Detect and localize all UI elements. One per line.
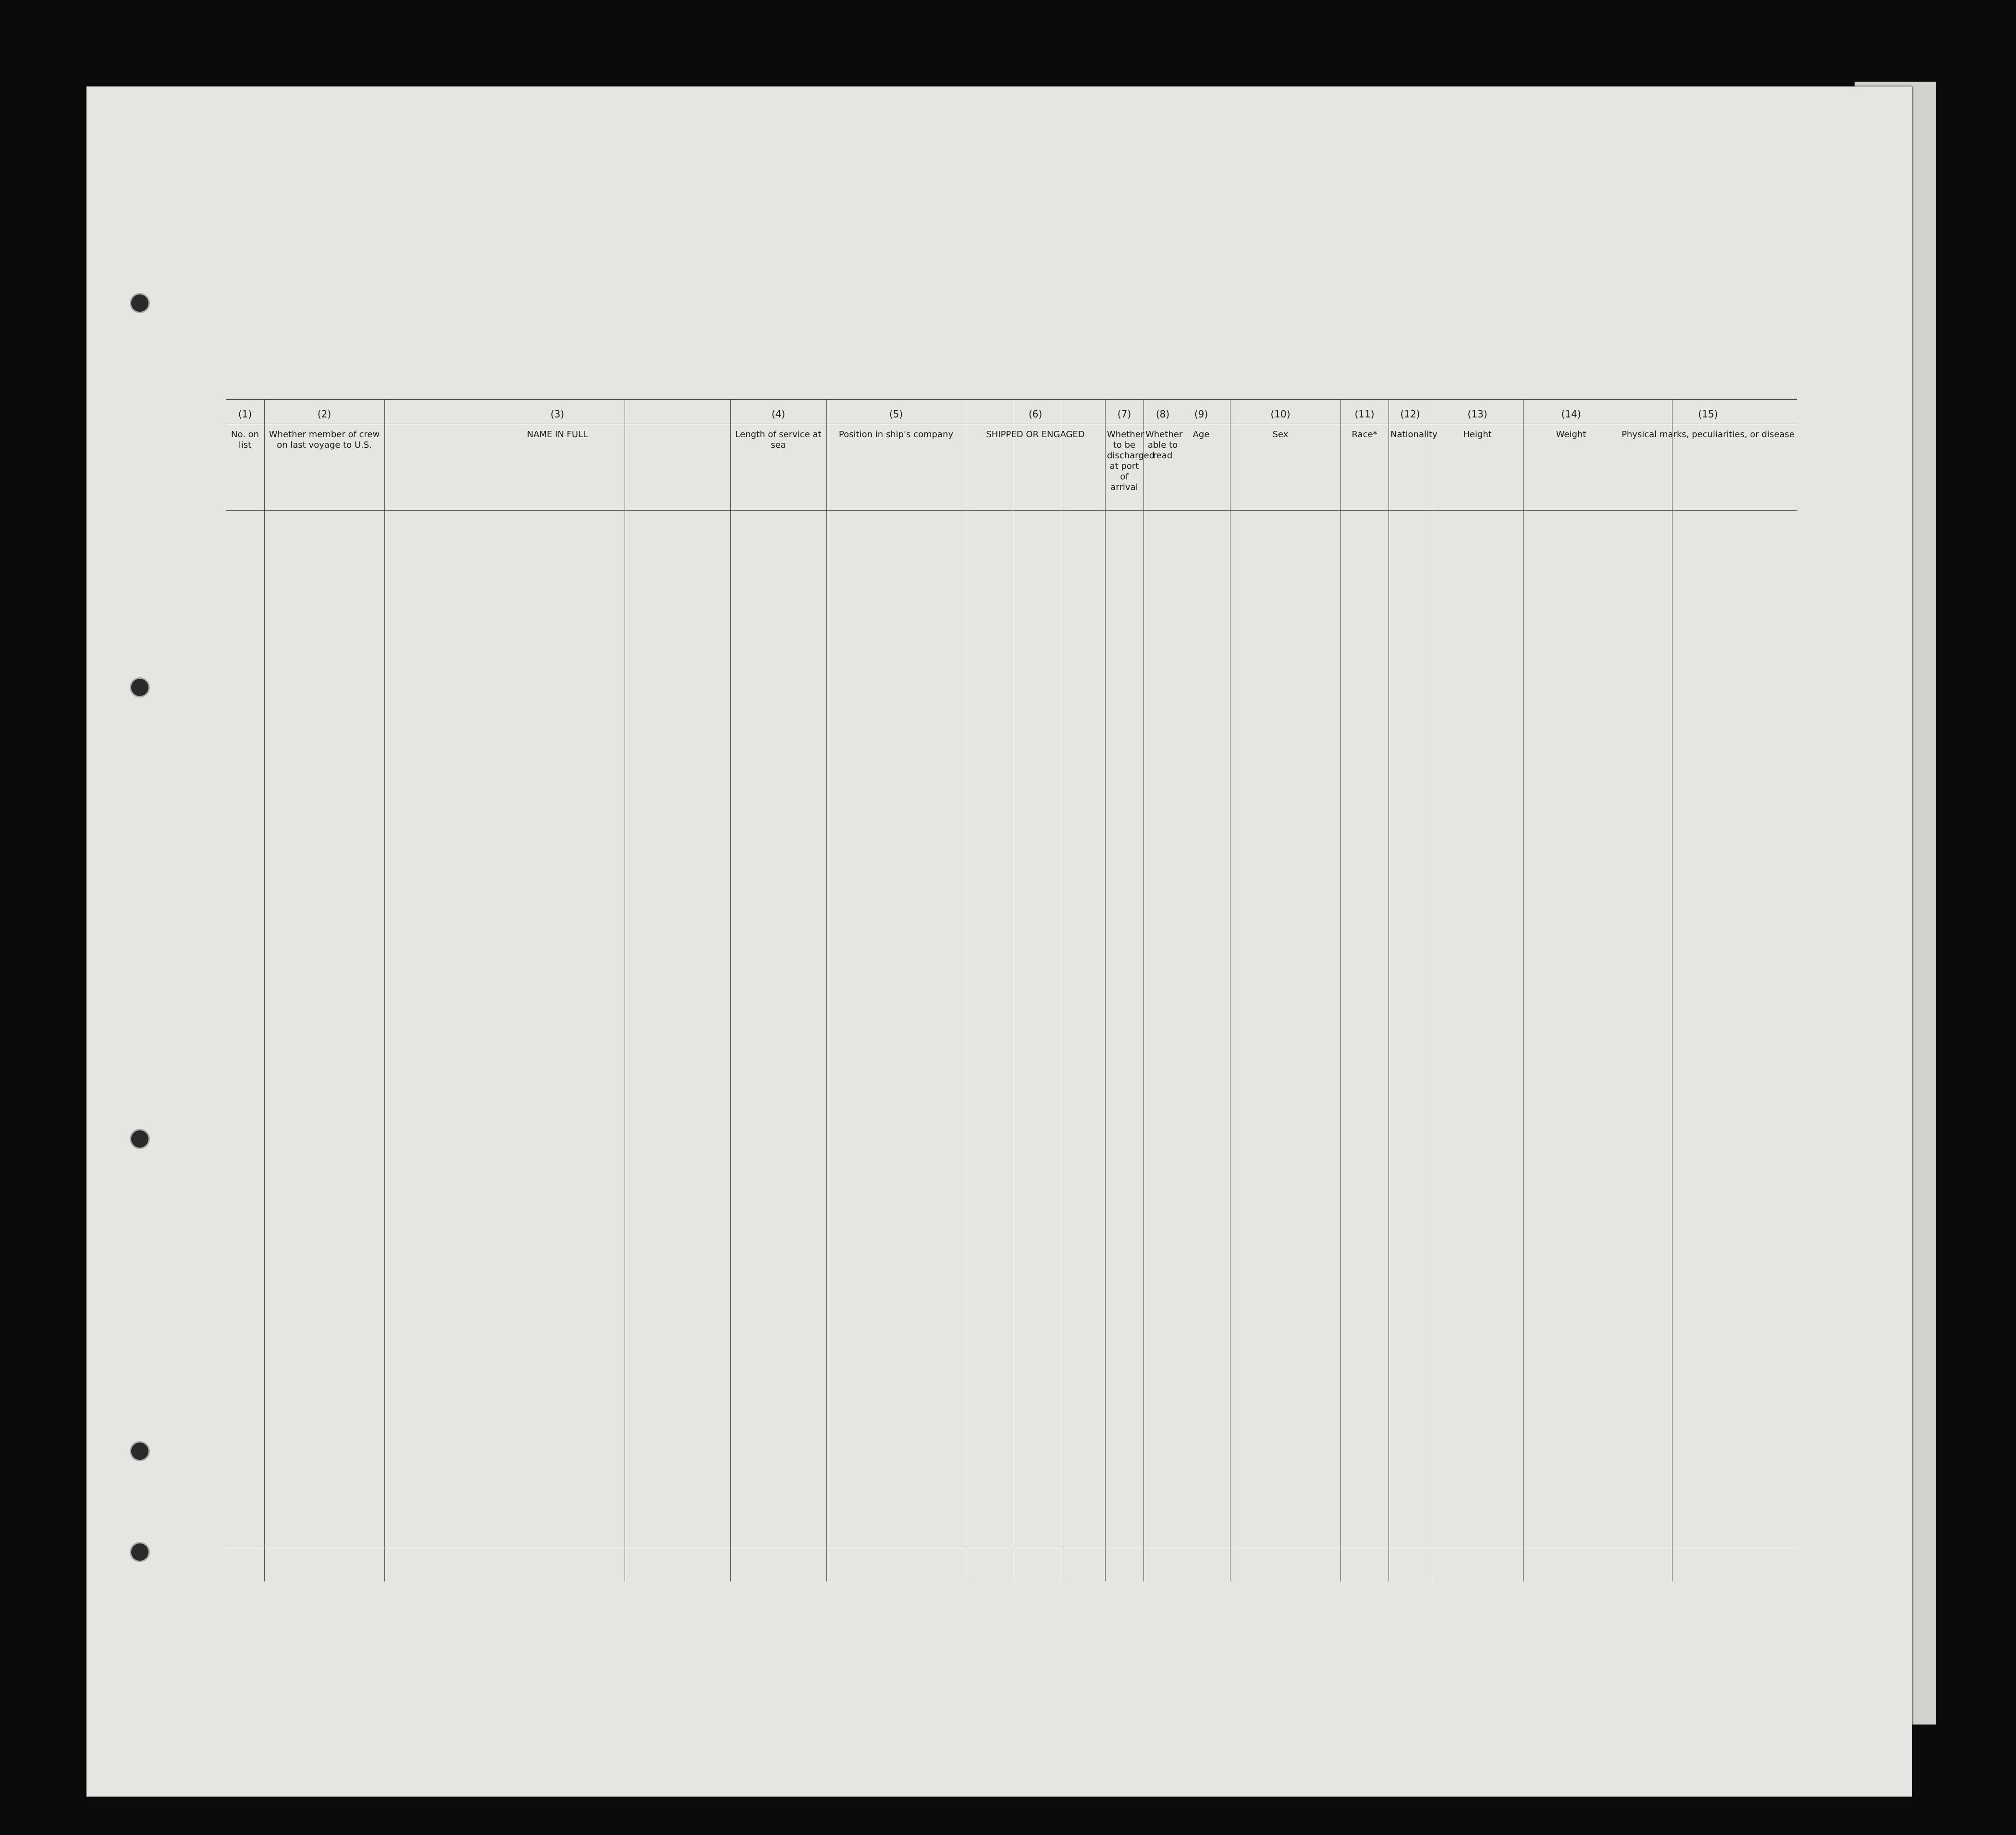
column-number: (13) [1467, 408, 1487, 420]
column-header: Weight [1556, 429, 1586, 440]
column-rule [1340, 400, 1341, 1581]
manifest-page [86, 86, 1912, 1797]
column-header: Nationality [1390, 429, 1438, 440]
punch-hole [130, 1542, 150, 1562]
punch-hole [130, 677, 150, 697]
column-header: Physical marks, peculiarities, or disease [1622, 429, 1795, 440]
punch-hole [130, 1129, 150, 1149]
vessel-line [235, 365, 377, 395]
column-number: (9) [1194, 408, 1208, 420]
crew-table [226, 399, 1797, 1581]
column-number: (14) [1561, 408, 1581, 420]
column-header: NAME IN FULL [527, 429, 588, 440]
manifest-footer [226, 1585, 1797, 1835]
column-header: Race* [1352, 429, 1377, 440]
column-rule [264, 400, 265, 1581]
column-header: Position in ship's company [838, 429, 954, 440]
column-rule [1523, 400, 1524, 1581]
column-rule [730, 400, 731, 1581]
column-rule [384, 400, 385, 1581]
column-number: (5) [889, 408, 903, 420]
column-number: (10) [1270, 408, 1291, 420]
column-header: SHIPPED OR ENGAGED [986, 429, 1085, 440]
column-header: Sex [1272, 429, 1289, 440]
column-rule [1105, 400, 1106, 1581]
column-number: (7) [1117, 408, 1131, 420]
column-number: (12) [1400, 408, 1420, 420]
punch-hole [130, 293, 150, 313]
column-number: (15) [1698, 408, 1718, 420]
column-header: Height [1463, 429, 1492, 440]
header-rule [226, 510, 1797, 511]
column-header: Whether to be discharged at port of arrival [1107, 429, 1155, 492]
column-number: (6) [1028, 408, 1043, 420]
punch-hole [130, 1441, 150, 1461]
column-number: (2) [317, 408, 332, 420]
column-header: No. on list [231, 429, 259, 450]
column-number: (1) [238, 408, 252, 420]
column-number: (11) [1354, 408, 1375, 420]
column-number: (8) [1156, 408, 1170, 420]
column-header: Whether member of crew on last voyage to U.S. [269, 429, 380, 450]
column-rule [1143, 400, 1144, 1581]
column-number: (4) [771, 408, 786, 420]
column-header: Length of service at sea [735, 429, 822, 450]
column-header: Whether able to read [1145, 429, 1183, 461]
column-number: (3) [550, 408, 565, 420]
column-rule [826, 400, 827, 1581]
column-header: Age [1192, 429, 1210, 440]
